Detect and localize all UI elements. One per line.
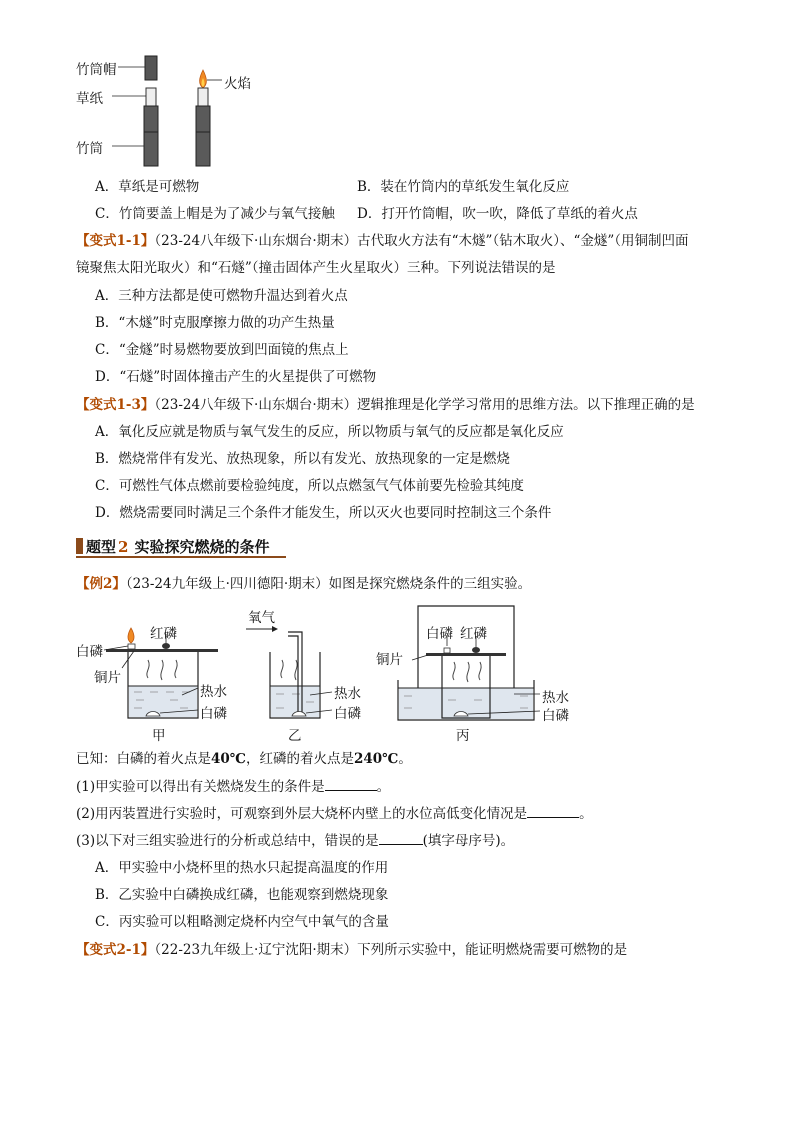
section-heading-bar bbox=[76, 538, 83, 554]
example-2-tag: 【例2】 bbox=[76, 576, 126, 592]
section-heading bbox=[76, 535, 286, 557]
q1-option-a: A．草纸是可燃物 bbox=[95, 179, 200, 195]
q1-end: 。 bbox=[376, 779, 391, 795]
bamboo-tube-right bbox=[196, 106, 210, 166]
example-2-option-b: B．乙实验中白磷换成红磷，也能观察到燃烧现象 bbox=[95, 887, 389, 903]
bamboo-tube-left bbox=[144, 106, 158, 166]
known-red-p-ignition: 240℃ bbox=[353, 751, 399, 767]
label-flame: 火焰 bbox=[224, 76, 251, 92]
section-prefix: 题型 bbox=[86, 538, 117, 556]
variant-1-1-stem-line2: 镜聚焦太阳光取火）和“石燧”（撞击固体产生火星取火）三种。下列说法错误的是 bbox=[76, 260, 556, 276]
bamboo-cap bbox=[145, 56, 157, 80]
label-cap: 竹筒帽 bbox=[76, 62, 117, 78]
q2-text: (2)用丙装置进行实验时，可观察到外层大烧杯内壁上的水位高低变化情况是 bbox=[76, 806, 528, 822]
bing-caption: 丙 bbox=[456, 728, 470, 744]
jia-label-red-phosphorus: 红磷 bbox=[150, 626, 177, 642]
q2-blank bbox=[527, 804, 579, 818]
variant-1-1-tag: 【变式1-1】 bbox=[76, 233, 155, 249]
yi-label-white-phosphorus: 白磷 bbox=[334, 706, 361, 722]
q3-end: (填字母序号)。 bbox=[422, 833, 515, 849]
q1-text: (1)甲实验可以得出有关燃烧发生的条件是 bbox=[76, 779, 325, 795]
bing-label-red-phosphorus: 红磷 bbox=[460, 626, 487, 642]
example-2-option-a: A．甲实验中小烧杯里的热水只起提高温度的作用 bbox=[95, 860, 389, 876]
variant-1-1-line1 bbox=[76, 232, 689, 250]
jia-label-hot-water: 热水 bbox=[200, 684, 227, 700]
variant-1-3-option-a: A．氧化反应就是物质与氧气发生的反应，所以物质与氧气的反应都是氧化反应 bbox=[95, 424, 564, 440]
q1-blank bbox=[325, 777, 377, 791]
variant-1-1-source: （23-24八年级下·山东烟台·期末） bbox=[154, 233, 358, 249]
variant-2-1-source: （22-23九年级上·辽宁沈阳·期末） bbox=[154, 942, 358, 958]
variant-1-1-option-d: D．“石燧”时固体撞击产生的火星提供了可燃物 bbox=[95, 369, 377, 385]
q2-end: 。 bbox=[579, 806, 593, 822]
jia-label-copper: 铜片 bbox=[94, 670, 121, 686]
variant-1-1-option-b: B．“木燧”时克服摩擦力做的功产生热量 bbox=[95, 315, 335, 331]
variant-1-3-source: （23-24八年级下·山东烟台·期末） bbox=[154, 397, 358, 413]
example-2-q2 bbox=[76, 804, 593, 823]
yi-label-oxygen: 氧气 bbox=[248, 610, 275, 626]
variant-1-3-option-c: C．可燃性气体点燃前要检验纯度，所以点燃氢气气体前要先检验其纯度 bbox=[95, 478, 524, 494]
variant-2-1-tag: 【变式2-1】 bbox=[76, 942, 155, 958]
known-mid: ，红磷的着火点是 bbox=[245, 751, 354, 767]
example-2-q1 bbox=[76, 777, 390, 796]
variant-1-1-option-c: C．“金燧”时易燃物要放到凹面镜的焦点上 bbox=[95, 342, 349, 358]
variant-1-3-line1 bbox=[76, 396, 695, 414]
example-2-line bbox=[76, 575, 531, 593]
bing-label-copper: 铜片 bbox=[376, 652, 403, 668]
q3-blank bbox=[379, 831, 423, 845]
figure-bamboo-tube bbox=[70, 50, 270, 175]
straw-paper bbox=[146, 88, 156, 106]
section-number: 2 bbox=[118, 538, 129, 556]
q1-option-b: B．装在竹筒内的草纸发生氧化反应 bbox=[357, 179, 570, 195]
bing-label-hot-water: 热水 bbox=[542, 690, 569, 706]
example-2-option-c: C．丙实验可以粗略测定烧杯内空气中氧气的含量 bbox=[95, 914, 389, 930]
known-end: 。 bbox=[398, 751, 412, 767]
combustion-experiments-drawing bbox=[70, 600, 590, 742]
jia-label-white-phosphorus: 白磷 bbox=[76, 644, 103, 660]
known-prefix: 已知：白磷的着火点是 bbox=[76, 751, 211, 767]
known-white-p-ignition: 40℃ bbox=[211, 751, 246, 767]
example-2-source: （23-24九年级上·四川德阳·期末） bbox=[125, 576, 329, 592]
q1-option-d: D．打开竹筒帽，吹一吹，降低了草纸的着火点 bbox=[357, 206, 638, 222]
variant-1-1-stem-line1: 古代取火方法有“木燧”（钻木取火）、“金燧”（用铜制凹面 bbox=[357, 233, 689, 249]
bing-label-white-phosphorus-water: 白磷 bbox=[542, 708, 569, 724]
variant-1-3-tag: 【变式1-3】 bbox=[76, 397, 155, 413]
variant-1-1-option-a: A．三种方法都是使可燃物升温达到着火点 bbox=[95, 288, 348, 304]
label-tube: 竹筒 bbox=[76, 141, 103, 157]
variant-1-3-option-b: B．燃烧常伴有发光、放热现象，所以有发光、放热现象的一定是燃烧 bbox=[95, 451, 510, 467]
example-2-known bbox=[76, 750, 412, 768]
jia-label-white-phosphorus-water: 白磷 bbox=[200, 706, 227, 722]
label-straw-paper: 草纸 bbox=[76, 91, 103, 107]
section-heading-text bbox=[86, 536, 269, 557]
experiment-yi bbox=[246, 626, 332, 718]
jia-caption: 甲 bbox=[152, 728, 166, 744]
variant-2-1-stem: 下列所示实验中，能证明燃烧需要可燃物的是 bbox=[357, 942, 628, 958]
q1-option-c: C．竹筒要盖上帽是为了减少与氧气接触 bbox=[95, 206, 335, 222]
variant-1-3-stem: 逻辑推理是化学学习常用的思维方法。以下推理正确的是 bbox=[357, 397, 695, 413]
section-heading-underline bbox=[76, 556, 286, 558]
yi-caption: 乙 bbox=[288, 728, 302, 744]
section-title: 实验探究燃烧的条件 bbox=[134, 538, 270, 556]
example-2-q3 bbox=[76, 831, 514, 850]
q3-text: (3)以下对三组实验进行的分析或总结中，错误的是 bbox=[76, 833, 379, 849]
variant-2-1-line bbox=[76, 941, 627, 959]
bing-label-white-phosphorus: 白磷 bbox=[426, 626, 453, 642]
variant-1-3-option-d: D．燃烧需要同时满足三个条件才能发生，所以灭火也要同时控制这三个条件 bbox=[95, 505, 552, 521]
figure-combustion-experiments bbox=[70, 600, 590, 742]
example-2-stem: 如图是探究燃烧条件的三组实验。 bbox=[328, 576, 532, 592]
yi-label-hot-water: 热水 bbox=[334, 686, 361, 702]
